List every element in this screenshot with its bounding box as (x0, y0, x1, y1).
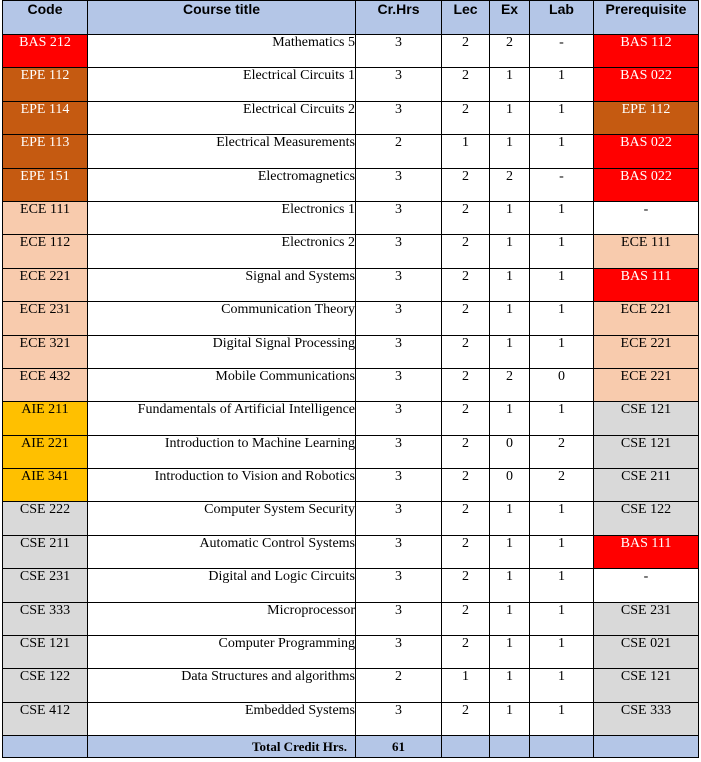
course-code-cell: AIE 211 (3, 402, 88, 435)
course-code-cell: AIE 341 (3, 469, 88, 502)
prerequisite-cell: - (594, 569, 699, 602)
lab-cell: - (530, 168, 594, 201)
prerequisite-cell: CSE 231 (594, 602, 699, 635)
exercise-cell: 1 (490, 702, 530, 735)
lab-cell: 1 (530, 636, 594, 669)
lab-cell: 1 (530, 302, 594, 335)
course-code-cell: CSE 231 (3, 569, 88, 602)
course-code-cell: ECE 231 (3, 302, 88, 335)
course-title-cell: Digital and Logic Circuits (88, 569, 356, 602)
course-code-cell: ECE 111 (3, 201, 88, 234)
course-code-cell: CSE 412 (3, 702, 88, 735)
lab-cell: 1 (530, 535, 594, 568)
total-credit-hours: 61 (356, 736, 442, 758)
header-exercise: Ex (490, 1, 530, 35)
exercise-cell: 1 (490, 669, 530, 702)
lab-cell: 1 (530, 602, 594, 635)
table-row (3, 702, 699, 735)
credit-hours-cell: 2 (356, 669, 442, 702)
lecture-cell: 1 (442, 135, 490, 168)
exercise-cell: 1 (490, 502, 530, 535)
course-title-cell: Computer Programming (88, 636, 356, 669)
lab-cell: 1 (530, 569, 594, 602)
credit-hours-cell: 3 (356, 535, 442, 568)
exercise-cell: 2 (490, 35, 530, 68)
header-row (3, 1, 699, 35)
prerequisite-cell: BAS 112 (594, 35, 699, 68)
exercise-cell: 0 (490, 469, 530, 502)
header-lecture: Lec (442, 1, 490, 35)
prerequisite-cell: EPE 112 (594, 101, 699, 134)
total-row (3, 736, 699, 758)
course-code-cell: EPE 114 (3, 101, 88, 134)
credit-hours-cell: 3 (356, 101, 442, 134)
table-row (3, 535, 699, 568)
course-title-cell: Data Structures and algorithms (88, 669, 356, 702)
prerequisite-cell: CSE 211 (594, 469, 699, 502)
total-label: Total Credit Hrs. (88, 736, 356, 758)
total-empty-cell (3, 736, 88, 758)
exercise-cell: 1 (490, 101, 530, 134)
header-prerequisite: Prerequisite (594, 1, 699, 35)
credit-hours-cell: 3 (356, 368, 442, 401)
table-row (3, 201, 699, 234)
course-code-cell: CSE 121 (3, 636, 88, 669)
table-row (3, 35, 699, 68)
exercise-cell: 1 (490, 235, 530, 268)
course-code-cell: ECE 221 (3, 268, 88, 301)
credit-hours-cell: 3 (356, 235, 442, 268)
exercise-cell: 1 (490, 636, 530, 669)
lab-cell: 0 (530, 368, 594, 401)
credit-hours-cell: 3 (356, 702, 442, 735)
prerequisite-cell: CSE 121 (594, 402, 699, 435)
lab-cell: 1 (530, 68, 594, 101)
credit-hours-cell: 3 (356, 35, 442, 68)
course-code-cell: AIE 221 (3, 435, 88, 468)
header-lab: Lab (530, 1, 594, 35)
table-row (3, 368, 699, 401)
lecture-cell: 2 (442, 502, 490, 535)
prerequisite-cell: ECE 221 (594, 368, 699, 401)
lecture-cell: 2 (442, 268, 490, 301)
exercise-cell: 0 (490, 435, 530, 468)
course-title-cell: Electrical Circuits 1 (88, 68, 356, 101)
table-row (3, 68, 699, 101)
course-title-cell: Fundamentals of Artificial Intelligence (88, 402, 356, 435)
exercise-cell: 1 (490, 535, 530, 568)
prerequisite-cell: BAS 022 (594, 68, 699, 101)
course-code-cell: BAS 212 (3, 35, 88, 68)
exercise-cell: 2 (490, 168, 530, 201)
table-row (3, 235, 699, 268)
total-empty-cell (442, 736, 490, 758)
course-code-cell: CSE 122 (3, 669, 88, 702)
course-code-cell: ECE 321 (3, 335, 88, 368)
lab-cell: 1 (530, 335, 594, 368)
prerequisite-cell: BAS 111 (594, 535, 699, 568)
credit-hours-cell: 3 (356, 335, 442, 368)
prerequisite-cell: BAS 022 (594, 135, 699, 168)
table-row (3, 101, 699, 134)
lab-cell: 1 (530, 235, 594, 268)
exercise-cell: 1 (490, 569, 530, 602)
lecture-cell: 2 (442, 435, 490, 468)
total-empty-cell (490, 736, 530, 758)
course-title-cell: Mobile Communications (88, 368, 356, 401)
course-title-cell: Electronics 2 (88, 235, 356, 268)
table-row (3, 502, 699, 535)
lecture-cell: 2 (442, 535, 490, 568)
prerequisite-cell: CSE 333 (594, 702, 699, 735)
exercise-cell: 1 (490, 602, 530, 635)
lecture-cell: 2 (442, 569, 490, 602)
header-credit-hours: Cr.Hrs (356, 1, 442, 35)
total-empty-cell (594, 736, 699, 758)
exercise-cell: 1 (490, 135, 530, 168)
course-title-cell: Electronics 1 (88, 201, 356, 234)
lab-cell: - (530, 35, 594, 68)
lecture-cell: 2 (442, 168, 490, 201)
credit-hours-cell: 3 (356, 268, 442, 301)
course-code-cell: ECE 112 (3, 235, 88, 268)
course-title-cell: Automatic Control Systems (88, 535, 356, 568)
exercise-cell: 1 (490, 201, 530, 234)
lecture-cell: 2 (442, 302, 490, 335)
table-row (3, 636, 699, 669)
prerequisite-cell: CSE 121 (594, 669, 699, 702)
credit-hours-cell: 3 (356, 636, 442, 669)
course-title-cell: Electrical Measurements (88, 135, 356, 168)
credit-hours-cell: 3 (356, 502, 442, 535)
credit-hours-cell: 3 (356, 168, 442, 201)
prerequisite-cell: ECE 111 (594, 235, 699, 268)
prerequisite-cell: CSE 021 (594, 636, 699, 669)
course-code-cell: ECE 432 (3, 368, 88, 401)
prerequisite-cell: - (594, 201, 699, 234)
course-title-cell: Electromagnetics (88, 168, 356, 201)
prerequisite-cell: CSE 122 (594, 502, 699, 535)
credit-hours-cell: 3 (356, 602, 442, 635)
header-course-title: Course title (88, 1, 356, 35)
lab-cell: 1 (530, 402, 594, 435)
course-title-cell: Microprocessor (88, 602, 356, 635)
prerequisite-cell: ECE 221 (594, 302, 699, 335)
course-code-cell: EPE 112 (3, 68, 88, 101)
table-row (3, 669, 699, 702)
table-row (3, 435, 699, 468)
course-code-cell: EPE 151 (3, 168, 88, 201)
table-row (3, 135, 699, 168)
lecture-cell: 2 (442, 368, 490, 401)
course-code-cell: CSE 211 (3, 535, 88, 568)
prerequisite-cell: BAS 111 (594, 268, 699, 301)
credit-hours-cell: 3 (356, 68, 442, 101)
course-title-cell: Digital Signal Processing (88, 335, 356, 368)
course-title-cell: Mathematics 5 (88, 35, 356, 68)
header-code: Code (3, 1, 88, 35)
lecture-cell: 2 (442, 636, 490, 669)
lecture-cell: 2 (442, 402, 490, 435)
lecture-cell: 2 (442, 201, 490, 234)
lecture-cell: 2 (442, 101, 490, 134)
lab-cell: 1 (530, 135, 594, 168)
lecture-cell: 1 (442, 669, 490, 702)
credit-hours-cell: 2 (356, 135, 442, 168)
exercise-cell: 2 (490, 368, 530, 401)
course-title-cell: Embedded Systems (88, 702, 356, 735)
credit-hours-cell: 3 (356, 435, 442, 468)
lecture-cell: 2 (442, 68, 490, 101)
lecture-cell: 2 (442, 602, 490, 635)
table-row (3, 302, 699, 335)
credit-hours-cell: 3 (356, 402, 442, 435)
course-title-cell: Introduction to Vision and Robotics (88, 469, 356, 502)
prerequisite-cell: BAS 022 (594, 168, 699, 201)
courses-table (2, 0, 699, 758)
exercise-cell: 1 (490, 268, 530, 301)
prerequisite-cell: ECE 221 (594, 335, 699, 368)
exercise-cell: 1 (490, 68, 530, 101)
table-row (3, 268, 699, 301)
credit-hours-cell: 3 (356, 569, 442, 602)
credit-hours-cell: 3 (356, 302, 442, 335)
course-title-cell: Communication Theory (88, 302, 356, 335)
table-row (3, 168, 699, 201)
table-row (3, 469, 699, 502)
lecture-cell: 2 (442, 335, 490, 368)
total-empty-cell (530, 736, 594, 758)
credit-hours-cell: 3 (356, 469, 442, 502)
lab-cell: 1 (530, 268, 594, 301)
lab-cell: 1 (530, 502, 594, 535)
course-code-cell: CSE 222 (3, 502, 88, 535)
lab-cell: 1 (530, 101, 594, 134)
table-row (3, 335, 699, 368)
lecture-cell: 2 (442, 702, 490, 735)
exercise-cell: 1 (490, 402, 530, 435)
course-code-cell: CSE 333 (3, 602, 88, 635)
course-code-cell: EPE 113 (3, 135, 88, 168)
lecture-cell: 2 (442, 35, 490, 68)
course-title-cell: Introduction to Machine Learning (88, 435, 356, 468)
lab-cell: 1 (530, 669, 594, 702)
lecture-cell: 2 (442, 235, 490, 268)
course-title-cell: Electrical Circuits 2 (88, 101, 356, 134)
table-row (3, 569, 699, 602)
lecture-cell: 2 (442, 469, 490, 502)
course-title-cell: Computer System Security (88, 502, 356, 535)
table-row (3, 602, 699, 635)
lab-cell: 1 (530, 702, 594, 735)
exercise-cell: 1 (490, 335, 530, 368)
lab-cell: 2 (530, 435, 594, 468)
exercise-cell: 1 (490, 302, 530, 335)
lab-cell: 2 (530, 469, 594, 502)
prerequisite-cell: CSE 121 (594, 435, 699, 468)
course-title-cell: Signal and Systems (88, 268, 356, 301)
credit-hours-cell: 3 (356, 201, 442, 234)
table-row (3, 402, 699, 435)
lab-cell: 1 (530, 201, 594, 234)
